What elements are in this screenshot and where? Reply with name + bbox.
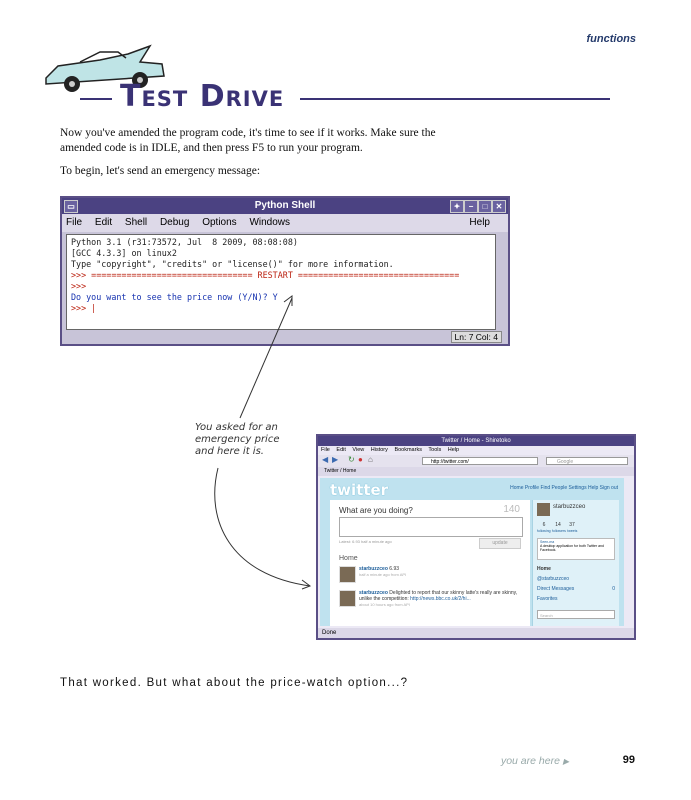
forward-icon[interactable]: ▶ bbox=[332, 455, 339, 464]
annotation-arrows bbox=[200, 290, 320, 590]
tweets-count[interactable]: 37 bbox=[569, 522, 575, 528]
shell-line: [GCC 4.3.3] on linux2 bbox=[71, 248, 177, 258]
minimize-icon[interactable]: − bbox=[464, 200, 478, 213]
close-icon[interactable]: ✕ bbox=[492, 200, 506, 213]
shell-line: Python 3.1 (r31:73572, Jul 8 2009, 08:08:08) bbox=[71, 237, 298, 247]
menu-bar bbox=[62, 214, 508, 232]
avatar[interactable] bbox=[537, 503, 550, 516]
tweet-meta: half a minute ago from API bbox=[359, 572, 407, 577]
browser-menu-tools[interactable]: Tools bbox=[428, 447, 442, 453]
twitter-page bbox=[320, 478, 624, 626]
closing-question: That worked. But what about the price-watch option...? bbox=[60, 677, 409, 689]
navigation-toolbar bbox=[318, 455, 634, 467]
page-number: 99 bbox=[622, 754, 635, 766]
tweet-text: 6.93 bbox=[389, 566, 400, 572]
app-title: Seen-ma bbox=[540, 540, 555, 544]
menu-file[interactable]: File bbox=[66, 217, 83, 228]
following-count[interactable]: 6 bbox=[542, 522, 546, 528]
avatar[interactable] bbox=[339, 566, 356, 583]
tweet-meta: about 10 hours ago from API bbox=[359, 602, 410, 607]
shell-line: >>> ================================ RESTART ================================ bbox=[71, 270, 460, 280]
latest-status: Latest: 6.93 half a minute ago bbox=[339, 539, 392, 544]
page-title: Test Drive bbox=[120, 79, 285, 114]
browser-menu-view[interactable]: View bbox=[352, 447, 365, 453]
status-prompt: What are you doing? bbox=[339, 506, 413, 515]
app-promo[interactable] bbox=[537, 538, 615, 560]
triangle-right-icon: ▶ bbox=[562, 757, 569, 766]
tweet-user[interactable]: starbuzzceo bbox=[359, 590, 388, 596]
sidebar-item-mentions[interactable]: @starbuzzceo bbox=[537, 576, 570, 582]
browser-status-bar: Done bbox=[318, 628, 634, 638]
tweet-user[interactable]: starbuzzceo bbox=[359, 566, 388, 572]
sidebar-links bbox=[537, 564, 615, 604]
followers-count[interactable]: 14 bbox=[555, 522, 561, 528]
avatar[interactable] bbox=[339, 590, 356, 607]
home-icon[interactable]: ⌂ bbox=[368, 455, 373, 464]
browser-menu-help[interactable]: Help bbox=[447, 447, 460, 453]
twitter-logo[interactable]: twitter bbox=[330, 481, 389, 499]
back-icon[interactable]: ◀ bbox=[322, 455, 329, 464]
following-label: following bbox=[537, 529, 551, 533]
browser-menu-bookmarks[interactable]: Bookmarks bbox=[394, 447, 422, 453]
shell-line: Type "copyright", "credits" or "license()" for more information. bbox=[71, 259, 394, 269]
timeline-heading: Home bbox=[339, 555, 358, 562]
tab-twitter-home[interactable]: Twitter / Home bbox=[318, 467, 634, 476]
twitter-search-input[interactable]: Search bbox=[537, 610, 615, 619]
shell-input-line[interactable]: >>> | bbox=[71, 303, 97, 313]
cursor-position-status: Ln: 7 Col: 4 bbox=[451, 331, 502, 343]
tweets-label: tweets bbox=[567, 529, 578, 533]
menu-edit[interactable]: Edit bbox=[94, 217, 113, 228]
menu-debug[interactable]: Debug bbox=[159, 217, 190, 228]
char-counter: 140 bbox=[503, 504, 520, 515]
twitter-main-panel bbox=[330, 500, 530, 626]
maximize-icon[interactable]: □ bbox=[478, 200, 492, 213]
window-menu-icon[interactable]: ▭ bbox=[64, 200, 78, 213]
tweet-item bbox=[339, 590, 519, 610]
dm-count-badge: 0 bbox=[612, 586, 615, 592]
tweet-text: Delighted to report that our skinny latte's really are skinny, unlike the competition: bbox=[359, 590, 518, 602]
menu-windows[interactable]: Windows bbox=[249, 217, 291, 228]
window-title: Python Shell bbox=[254, 200, 316, 211]
browser-window bbox=[316, 434, 636, 640]
sidebar-item-direct-messages[interactable]: Direct Messages 0 bbox=[537, 586, 615, 592]
intro-paragraph: Now you've amended the program code, it's time to see if it works. Make sure the amended code is in IDLE, and then press F5 to run your program. bbox=[60, 127, 436, 154]
browser-titlebar: Twitter / Home - Shiretoko bbox=[318, 436, 634, 446]
profile-stats bbox=[537, 522, 615, 534]
stop-icon[interactable]: ● bbox=[358, 455, 363, 464]
menu-help[interactable]: Help bbox=[469, 217, 490, 228]
url-input[interactable]: http://twitter.com/ bbox=[422, 457, 538, 465]
search-input[interactable]: Google bbox=[546, 457, 628, 465]
browser-menu-edit[interactable]: Edit bbox=[336, 447, 346, 453]
app-description: A desktop application for both Twitter and Facebook. bbox=[540, 544, 604, 552]
shell-line: >>> bbox=[71, 281, 87, 291]
handwritten-annotation: You asked for an emergency price and here it is. bbox=[195, 422, 280, 457]
tweet-link[interactable]: http://news.bbc.co.uk/2/hi... bbox=[410, 596, 471, 602]
pin-icon[interactable]: ✦ bbox=[450, 200, 464, 213]
twitter-nav-links[interactable]: Home Profile Find People Settings Help Sign out bbox=[510, 485, 618, 491]
profile-name[interactable]: starbuzzceo bbox=[553, 504, 586, 510]
browser-menu-bar bbox=[318, 446, 634, 455]
browser-menu-history[interactable]: History bbox=[370, 447, 388, 453]
browser-menu-file[interactable]: File bbox=[321, 447, 330, 453]
menu-shell[interactable]: Shell bbox=[124, 217, 148, 228]
shell-prompt-line: Do you want to see the price now (Y/N)? Y bbox=[71, 292, 278, 302]
intro-instruction: To begin, let's send an emergency message: bbox=[60, 165, 261, 177]
chapter-label: functions bbox=[586, 33, 636, 45]
sidebar-item-home[interactable]: Home bbox=[537, 566, 551, 572]
followers-label: followers bbox=[552, 529, 566, 533]
you-are-here-label: you are here ▶ bbox=[500, 755, 569, 767]
update-button[interactable]: update bbox=[479, 538, 521, 549]
title-rule-right bbox=[300, 98, 610, 100]
python-shell-titlebar bbox=[62, 198, 508, 214]
reload-icon[interactable]: ↻ bbox=[348, 455, 355, 464]
tweet-item bbox=[339, 566, 519, 586]
twitter-sidebar bbox=[532, 500, 619, 626]
menu-options[interactable]: Options bbox=[202, 217, 237, 228]
title-rule-left bbox=[80, 98, 112, 100]
status-textarea[interactable] bbox=[339, 517, 523, 537]
sidebar-item-favorites[interactable]: Favorites bbox=[537, 596, 558, 602]
